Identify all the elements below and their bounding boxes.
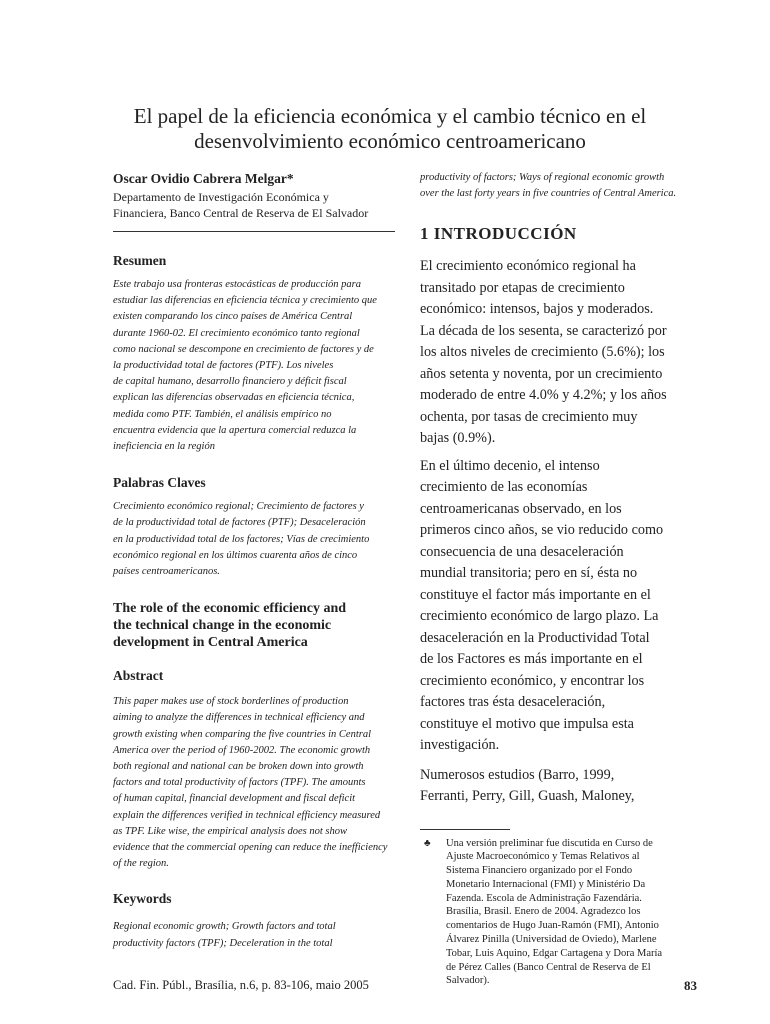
text-line: factores tras ésta desaceleración, xyxy=(420,694,606,710)
text-line: la productividad total de factores (PTF). Los niveles xyxy=(113,360,334,372)
text-line: Fazenda. Escola de Administração Fazendária. xyxy=(446,892,642,904)
text-line: explain the differences verified in technical efficiency measured xyxy=(113,809,381,821)
right-column xyxy=(420,170,704,988)
text-line: Este trabajo usa fronteras estocásticas de producción para xyxy=(113,279,361,290)
footer-citation: Cad. Fin. Públ., Brasília, n.6, p. 83-106, maio 2005 xyxy=(113,978,369,992)
text-line: medida como PTF. También, el análisis empírico no xyxy=(113,408,332,420)
text-line: de Pérez Calles (Banco Central de Reserva de El xyxy=(446,961,651,973)
text-line: Sistema Financiero organizado por el Fondo xyxy=(446,865,633,877)
text-line: Tobar, Luis Aquino, Edgar Cartagena y Dora María xyxy=(446,947,663,959)
footnote-divider xyxy=(420,829,510,830)
text-line: over the last forty years in five countries of Central America. xyxy=(420,188,677,199)
abstract-text xyxy=(113,694,395,872)
text-line: Ferranti, Perry, Gill, Guash, Maloney, xyxy=(420,788,635,804)
text-line: crecimiento de las economías xyxy=(420,479,588,495)
text-line: primeros cinco años, se vio reducido como xyxy=(420,522,664,538)
intro-paragraph-2 xyxy=(420,456,704,757)
text-line: Álvarez Pinilla (Universidad de Oviedo), Marlene xyxy=(446,934,657,946)
text-line: productivity of factors; Ways of regional economic growth xyxy=(420,172,665,183)
english-title-line-3: development in Central America xyxy=(113,635,308,651)
paper-title xyxy=(90,104,690,154)
affiliation-line-2: Financiera, Banco Central de Reserva de El Salvador xyxy=(113,206,369,220)
text-line: de capital humano, desarrollo financiero y déficit fiscal xyxy=(113,376,347,388)
text-line: Brasília, Brasil. Enero de 2004. Agradezco los xyxy=(446,906,641,918)
keywords-heading: Keywords xyxy=(113,891,172,907)
text-line: los altos niveles de crecimiento (5.6%); los xyxy=(420,344,665,360)
text-line: moderado de entre 4.0% y 4.2%; y los años xyxy=(420,387,667,403)
text-line: como nacional se descompone en crecimiento de factores y de xyxy=(113,343,374,355)
text-line: de la productividad total de factores (PTF); Desaceleración xyxy=(113,517,366,529)
english-title-line-2: the technical change in the economic xyxy=(113,618,332,634)
text-line: estudiar las diferencias en eficiencia técnica y crecimiento que xyxy=(113,295,377,307)
text-line: constituye el motivo que impulsa esta xyxy=(420,715,634,732)
text-line: America over the period of 1960-2002. The economic growth xyxy=(113,744,371,756)
palabras-claves-heading: Palabras Claves xyxy=(113,475,206,491)
text-line: Ajuste Macroeconómico y Temas Relativos al xyxy=(446,851,640,863)
text-line: explican las diferencias observadas en eficiencia técnica, xyxy=(113,392,355,404)
left-column xyxy=(113,170,395,952)
text-line: aiming to analyze the differences in technical efficiency and xyxy=(113,712,365,724)
author-name: Oscar Ovidio Cabrera Melgar* xyxy=(113,171,294,186)
text-line: bajas (0.9%). xyxy=(420,430,496,446)
footnote-text xyxy=(446,837,704,989)
text-line: crecimiento económico de largo plazo. La xyxy=(420,608,659,624)
text-line: de los Factores es más importante en el xyxy=(420,651,643,667)
text-line: productivity factors (TPF); Deceleration in the total xyxy=(113,937,333,949)
text-line: económico regional en los últimos cuarenta años de cinco xyxy=(113,549,358,561)
text-line: en la productividad total de los factores; Vías de crecimiento xyxy=(113,533,370,545)
text-line: En el último decenio, el intenso xyxy=(420,457,600,474)
text-line: países centroamericanos. xyxy=(113,566,220,578)
text-line: as TPF. Like wise, the empirical analysis does not show xyxy=(113,825,348,837)
text-line: existen comparando los cinco países de América Central xyxy=(113,311,353,323)
intro-paragraph-3 xyxy=(420,765,704,808)
text-line: encuentra evidencia que la apertura comercial reduzca la xyxy=(113,424,357,436)
text-line: durante 1960-02. El crecimiento económico tanto regional xyxy=(113,327,360,339)
footnote-mark: ♣ xyxy=(424,837,431,849)
text-line: constituye el factor más importante en el xyxy=(420,586,651,603)
text-line: La década de los sesenta, se caracterizó por xyxy=(420,322,667,339)
keywords-text xyxy=(113,919,395,951)
author-affiliation xyxy=(113,189,395,221)
text-line: ochenta, por tasas de crecimiento muy xyxy=(420,408,638,425)
text-line: centroamericanas observado, en los xyxy=(420,500,622,517)
title-line-1: El papel de la eficiencia económica y el cambio técnico en el xyxy=(133,104,647,128)
text-line: Monetario Internacional (FMI) y Ministério Da xyxy=(446,878,646,890)
introduction-heading: 1 INTRODUCCIÓN xyxy=(420,224,577,243)
footnote xyxy=(420,837,704,989)
text-line: evidence that the commercial opening can reduce the inefficiency xyxy=(113,842,388,854)
title-line-2: desenvolvimiento económico centroamericano xyxy=(194,129,586,153)
page-number: 83 xyxy=(684,978,697,993)
abstract-heading: Abstract xyxy=(113,668,164,684)
text-line: of human capital, financial development and fiscal deficit xyxy=(113,793,356,805)
text-line: investigación. xyxy=(420,737,500,753)
text-line: Regional economic growth; Growth factors and total xyxy=(113,921,336,933)
keywords-continued-text xyxy=(420,170,704,202)
text-line: El crecimiento económico regional ha xyxy=(420,258,636,274)
text-line: transitado por etapas de crecimiento xyxy=(420,279,625,296)
text-line: ineficiencia en la región xyxy=(113,441,215,453)
english-title-line-1: The role of the economic efficiency and xyxy=(113,601,347,617)
resumen-text xyxy=(113,277,395,455)
text-line: consecuencia de una desaceleración xyxy=(420,543,624,560)
english-title xyxy=(113,600,395,651)
text-line: both regional and national can be broken down into growth xyxy=(113,761,364,773)
text-line: Crecimiento económico regional; Crecimiento de factores y xyxy=(113,501,364,513)
text-line: Una versión preliminar fue discutida en Curso de xyxy=(446,837,653,849)
text-line: crecimiento económico, y encontrar los xyxy=(420,672,645,689)
text-line: Salvador). xyxy=(446,975,490,987)
text-line: desaceleración en la Productividad Total xyxy=(420,629,650,646)
intro-paragraph-1 xyxy=(420,256,704,450)
text-line: Numerosos estudios (Barro, 1999, xyxy=(420,766,615,783)
affiliation-line-1: Departamento de Investigación Económica y xyxy=(113,190,329,204)
text-line: económico: intensos, bajos y moderados. xyxy=(420,301,654,317)
author-divider xyxy=(113,231,395,232)
text-line: growth existing when comparing the five countries in Central xyxy=(113,728,371,740)
text-line: factors and total productivity of factors (TPF). The amounts xyxy=(113,777,366,789)
text-line: This paper makes use of stock borderlines of production xyxy=(113,696,349,708)
text-line: comentarios de Hugo Juan-Ramón (FMI), Antonio xyxy=(446,920,659,932)
palabras-claves-text xyxy=(113,499,395,580)
text-line: años setenta y noventa, por un crecimiento xyxy=(420,365,663,382)
resumen-heading: Resumen xyxy=(113,253,167,268)
text-line: mundial transitoria; pero en sí, ésta no xyxy=(420,565,638,581)
text-line: of the region. xyxy=(113,858,169,870)
